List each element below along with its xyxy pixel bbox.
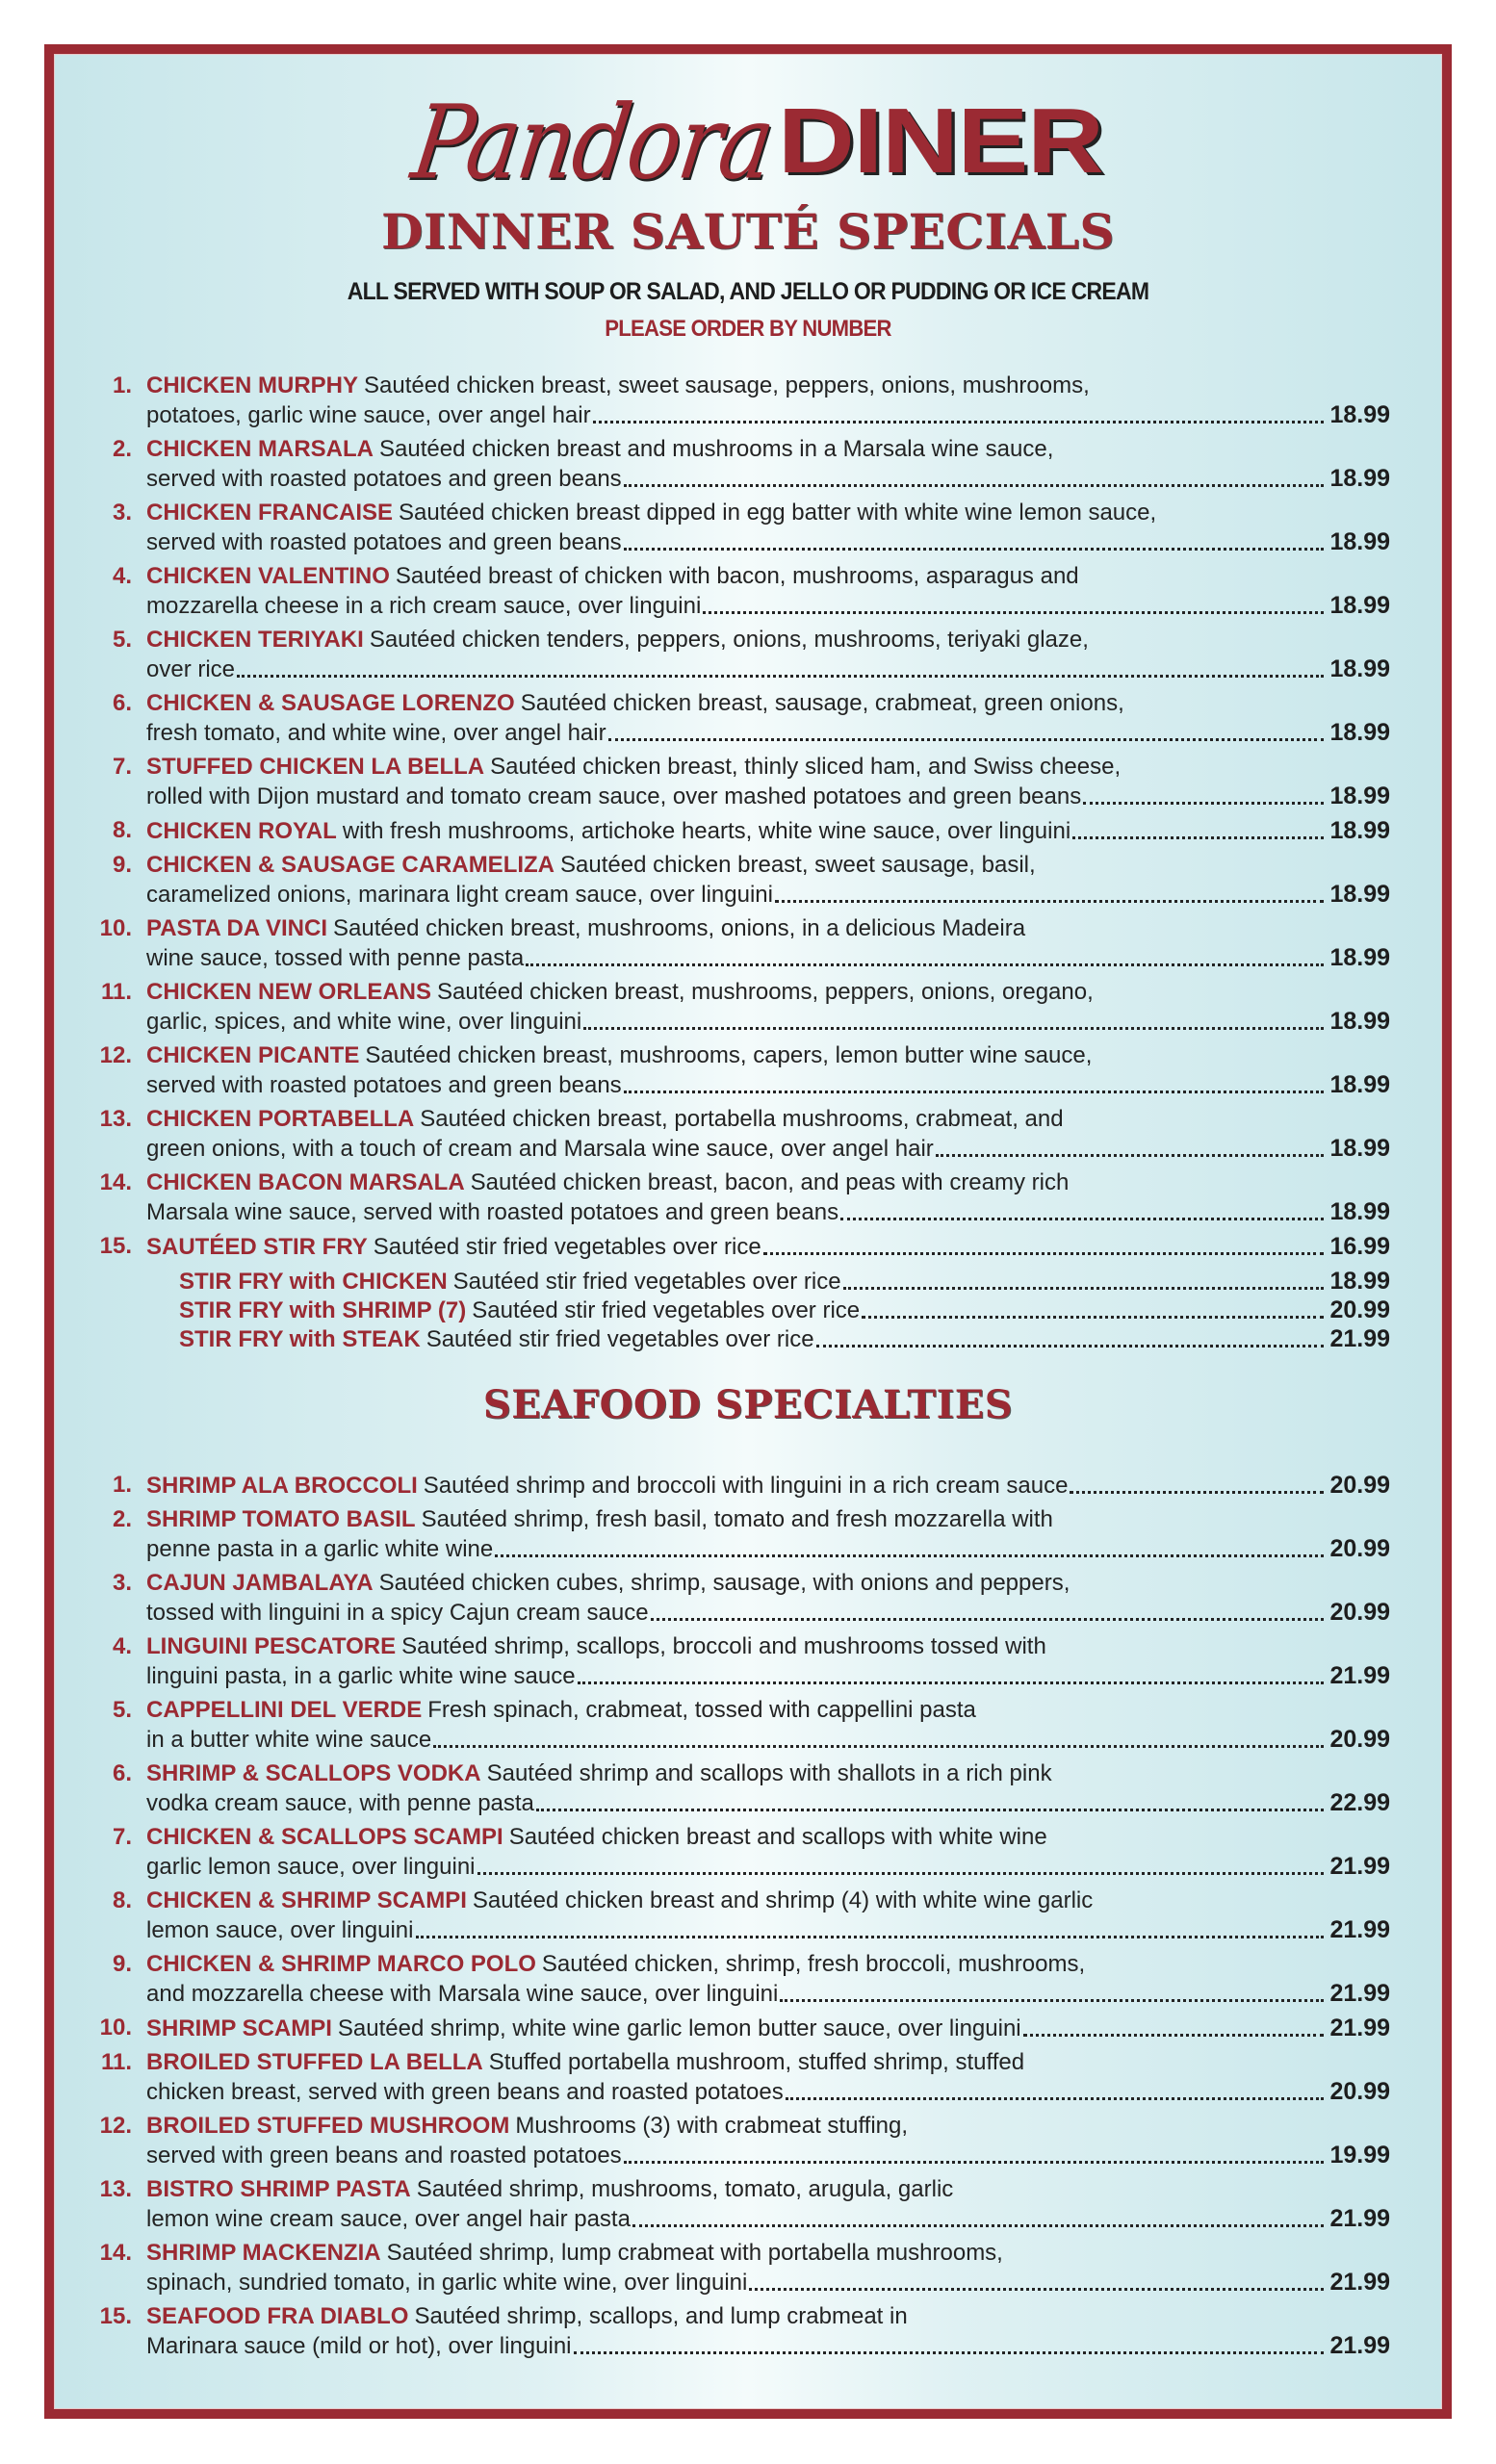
option-line	[179, 1267, 1390, 1296]
item-line-1	[146, 1105, 1390, 1134]
option-name: STIR FRY with STEAK	[179, 1326, 421, 1352]
item-price: 21.99	[1329, 1853, 1390, 1880]
menu-item	[54, 499, 1442, 562]
item-line-2	[146, 1598, 1390, 1628]
item-price: 18.99	[1329, 719, 1390, 746]
item-line-2	[146, 591, 1390, 621]
item-name: CHICKEN MARSALA	[146, 436, 374, 462]
item-line-2	[146, 400, 1390, 430]
dot-leader	[237, 675, 1324, 678]
dot-leader	[703, 611, 1324, 614]
option-line	[179, 1324, 1390, 1354]
dot-leader	[862, 1316, 1324, 1319]
item-description: Sautéed chicken cubes, shrimp, sausage, with onions and peppers,	[378, 1570, 1070, 1596]
item-number: 2.	[112, 1506, 132, 1532]
item-line-1	[146, 851, 1390, 880]
item-price: 16.99	[1329, 1233, 1390, 1260]
item-line-1	[146, 1632, 1390, 1661]
menu-item	[54, 2239, 1442, 2302]
item-description-cont: lemon wine cream sauce, over angel hair pasta	[146, 2206, 631, 2232]
item-line-1	[146, 435, 1390, 464]
item-line-2	[146, 943, 1390, 973]
dot-leader	[843, 1287, 1325, 1290]
item-name: CHICKEN PORTABELLA	[146, 1106, 415, 1132]
dot-leader	[651, 1618, 1325, 1621]
item-price: 18.99	[1329, 881, 1390, 908]
item-description-cont: garlic, spices, and white wine, over linguini	[146, 1009, 582, 1035]
item-line-2	[146, 1070, 1390, 1100]
item-name: CHICKEN FRANCAISE	[146, 500, 394, 526]
dot-leader	[624, 1091, 1325, 1093]
item-name: CHICKEN & SHRIMP MARCO POLO	[146, 1951, 536, 1977]
item-name: CHICKEN & SHRIMP SCAMPI	[146, 1887, 467, 1913]
item-line-1	[146, 1232, 1390, 1262]
item-price: 18.99	[1329, 944, 1390, 971]
menu-item	[54, 1505, 1442, 1569]
dot-leader	[816, 1345, 1325, 1348]
item-line-2	[146, 718, 1390, 748]
item-description-cont: served with roasted potatoes and green beans	[146, 466, 622, 492]
item-description: Stuffed portabella mushroom, stuffed shrimp, stuffed	[488, 2049, 1025, 2075]
dot-leader	[624, 548, 1325, 551]
item-description: Sautéed chicken breast dipped in egg batter with white wine lemon sauce,	[399, 500, 1157, 526]
item-number: 8.	[112, 1887, 132, 1913]
item-line-1	[146, 2175, 1390, 2204]
menu-item	[54, 689, 1442, 753]
item-description: Sautéed chicken breast, sweet sausage, basil,	[560, 852, 1036, 878]
order-note: PLEASE ORDER BY NUMBER	[605, 316, 891, 342]
option-description: Sautéed stir fried vegetables over rice	[472, 1297, 861, 1323]
item-price: 20.99	[1329, 1535, 1390, 1562]
item-line-2	[146, 1661, 1390, 1691]
menu-item	[54, 978, 1442, 1041]
dot-leader	[840, 1218, 1324, 1220]
item-number: 13.	[99, 2176, 132, 2202]
item-price: 18.99	[1329, 783, 1390, 809]
seafood-menu-list	[54, 1471, 1442, 2366]
item-description: Sautéed chicken breast, mushrooms, capers, lemon butter wine sauce,	[365, 1042, 1093, 1068]
item-line-1	[146, 1168, 1390, 1197]
item-name: CHICKEN & SCALLOPS SCAMPI	[146, 1824, 503, 1850]
item-number: 3.	[112, 1570, 132, 1596]
item-description-cont: caramelized onions, marinara light cream sauce, over linguini	[146, 882, 773, 908]
item-line-1	[146, 2302, 1390, 2331]
item-name: CHICKEN ROYAL	[146, 818, 337, 844]
item-name: PASTA DA VINCI	[146, 915, 328, 941]
item-description-cont: served with roasted potatoes and green beans	[146, 529, 622, 555]
item-line-1	[146, 2048, 1390, 2077]
item-description-cont: tossed with linguini in a spicy Cajun cream sauce	[146, 1600, 649, 1626]
item-number: 6.	[112, 1760, 132, 1786]
item-price: 22.99	[1329, 1789, 1390, 1816]
menu-item	[54, 1105, 1442, 1168]
menu-item	[54, 1823, 1442, 1886]
item-name: SHRIMP & SCALLOPS VODKA	[146, 1760, 481, 1786]
item-line-2	[146, 1788, 1390, 1818]
dot-leader	[936, 1154, 1325, 1157]
option-price: 20.99	[1329, 1296, 1390, 1323]
dot-leader	[780, 1999, 1324, 2002]
item-description: Sautéed breast of chicken with bacon, mushrooms, asparagus and	[395, 563, 1079, 589]
item-description-cont: linguini pasta, in a garlic white wine sauce	[146, 1663, 576, 1689]
item-description: Sautéed shrimp and scallops with shallots in a rich pink	[486, 1760, 1052, 1786]
item-name: BISTRO SHRIMP PASTA	[146, 2176, 411, 2202]
dot-leader	[433, 1745, 1324, 1748]
item-line-1	[146, 1886, 1390, 1915]
item-line-2	[146, 1852, 1390, 1882]
dot-leader	[526, 963, 1324, 966]
menu-item	[54, 753, 1442, 816]
item-description: Sautéed shrimp, mushrooms, tomato, arugula, garlic	[416, 2176, 954, 2202]
item-line-2	[146, 1979, 1390, 2009]
menu-item	[54, 1696, 1442, 1759]
item-line-2	[146, 2331, 1390, 2361]
item-price: 20.99	[1329, 1726, 1390, 1753]
item-line-1	[146, 372, 1390, 400]
item-line-2	[146, 2204, 1390, 2234]
dot-leader	[583, 1027, 1324, 1030]
item-description-cont: penne pasta in a garlic white wine	[146, 1536, 494, 1562]
item-description: Sautéed chicken breast, sausage, crabmeat, green onions,	[520, 690, 1124, 716]
item-line-1	[146, 1569, 1390, 1598]
saute-section-title: DINNER SAUTÉ SPECIALS	[380, 203, 1115, 260]
dot-leader	[1070, 1491, 1324, 1494]
item-price: 21.99	[1329, 2205, 1390, 2232]
item-description-cont: served with roasted potatoes and green beans	[146, 1072, 622, 1098]
item-description: Sautéed chicken breast, mushrooms, onions, in a delicious Madeira	[333, 915, 1026, 941]
item-line-2	[146, 2077, 1390, 2107]
item-number: 1.	[112, 1472, 132, 1498]
item-description-cont: and mozzarella cheese with Marsala wine sauce, over linguini	[146, 1981, 779, 2007]
item-description-cont: in a butter white wine sauce	[146, 1727, 432, 1753]
item-description: Sautéed chicken breast, bacon, and peas with creamy rich	[470, 1169, 1070, 1195]
item-description: with fresh mushrooms, artichoke hearts, white wine sauce, over linguini	[342, 818, 1071, 844]
item-line-1	[146, 2239, 1390, 2268]
item-number: 9.	[112, 852, 132, 878]
menu-item	[54, 562, 1442, 626]
menu-item	[54, 372, 1442, 435]
menu-item	[54, 1471, 1442, 1505]
item-name: CHICKEN & SAUSAGE LORENZO	[146, 690, 515, 716]
item-line-2	[146, 2141, 1390, 2170]
item-price: 18.99	[1329, 401, 1390, 428]
item-price: 21.99	[1329, 1916, 1390, 1943]
menu-item	[54, 816, 1442, 851]
item-number: 4.	[112, 563, 132, 589]
item-number: 2.	[112, 436, 132, 462]
dot-leader	[495, 1554, 1324, 1557]
dot-leader	[578, 1681, 1325, 1684]
item-number: 6.	[112, 690, 132, 716]
item-description: Sautéed chicken breast and mushrooms in a Marsala wine sauce,	[379, 436, 1054, 462]
item-description-cont: vodka cream sauce, with penne pasta	[146, 1790, 534, 1816]
item-name: CHICKEN MURPHY	[146, 372, 359, 398]
item-line-2	[146, 654, 1390, 684]
item-number: 13.	[99, 1106, 132, 1132]
dot-leader	[416, 1936, 1325, 1938]
option-price: 21.99	[1329, 1325, 1390, 1352]
item-description: Sautéed chicken breast and shrimp (4) with white wine garlic	[472, 1887, 1094, 1913]
saute-subtitle: ALL SERVED WITH SOUP OR SALAD, AND JELLO OR PUDDING OR ICE CREAM	[347, 278, 1149, 305]
item-number: 11.	[100, 2049, 132, 2075]
dot-leader	[1072, 836, 1324, 839]
option-name: STIR FRY with SHRIMP (7)	[179, 1297, 467, 1323]
item-name: CHICKEN BACON MARSALA	[146, 1169, 465, 1195]
item-price: 21.99	[1329, 1662, 1390, 1689]
item-name: CHICKEN PICANTE	[146, 1042, 360, 1068]
option-name: STIR FRY with CHICKEN	[179, 1269, 448, 1295]
item-price: 18.99	[1329, 1008, 1390, 1035]
item-line-1	[146, 1041, 1390, 1070]
option-line	[179, 1296, 1390, 1325]
item-number: 7.	[112, 1824, 132, 1850]
item-price: 18.99	[1329, 1198, 1390, 1225]
item-name: CHICKEN TERIYAKI	[146, 627, 364, 653]
logo-script-text: Pandora	[405, 83, 781, 203]
item-description: Mushrooms (3) with crabmeat stuffing,	[515, 2113, 909, 2139]
item-description-cont: lemon sauce, over linguini	[146, 1917, 414, 1943]
menu-item	[54, 914, 1442, 978]
item-line-1	[146, 816, 1390, 846]
item-description: Sautéed shrimp, lump crabmeat with portabella mushrooms,	[386, 2240, 1003, 2266]
option-price: 18.99	[1329, 1268, 1390, 1295]
item-price: 18.99	[1329, 592, 1390, 619]
item-description-cont: mozzarella cheese in a rich cream sauce, over linguini	[146, 593, 702, 619]
item-name: SHRIMP TOMATO BASIL	[146, 1506, 416, 1532]
item-name: STUFFED CHICKEN LA BELLA	[146, 754, 485, 780]
item-description-cont: rolled with Dijon mustard and tomato cream sauce, over mashed potatoes and green beans	[146, 783, 1082, 809]
item-description: Sautéed chicken breast, sweet sausage, peppers, onions, mushrooms,	[364, 372, 1090, 398]
item-number: 12.	[99, 2113, 132, 2139]
item-line-2	[146, 527, 1390, 557]
item-description: Sautéed chicken breast, mushrooms, peppers, onions, oregano,	[437, 979, 1094, 1005]
item-description: Sautéed chicken tenders, peppers, onions, mushrooms, teriyaki glaze,	[369, 627, 1089, 653]
saute-menu-list	[54, 372, 1442, 1353]
item-name: CAJUN JAMBALAYA	[146, 1570, 374, 1596]
item-line-1	[146, 1471, 1390, 1501]
item-line-1	[146, 2014, 1390, 2043]
item-price: 18.99	[1329, 465, 1390, 492]
item-description: Sautéed shrimp, white wine garlic lemon butter sauce, over linguini	[337, 2015, 1021, 2041]
item-line-1	[146, 914, 1390, 943]
item-number: 3.	[112, 500, 132, 526]
item-price: 19.99	[1329, 2142, 1390, 2169]
item-description-cont: served with green beans and roasted potatoes	[146, 2143, 622, 2169]
dot-leader	[1083, 802, 1324, 805]
menu-item	[54, 1041, 1442, 1105]
item-line-1	[146, 1505, 1390, 1534]
dot-leader	[1023, 2034, 1325, 2037]
item-line-1	[146, 1823, 1390, 1852]
item-line-2	[146, 782, 1390, 811]
item-price: 18.99	[1329, 655, 1390, 682]
item-line-1	[146, 626, 1390, 654]
menu-item	[54, 2112, 1442, 2175]
item-description: Sautéed shrimp and broccoli with linguini in a rich cream sauce	[423, 1473, 1069, 1499]
item-name: SHRIMP MACKENZIA	[146, 2240, 381, 2266]
item-line-1	[146, 978, 1390, 1007]
stir-fry-option	[54, 1267, 1442, 1296]
item-number: 9.	[112, 1951, 132, 1977]
item-number: 1.	[112, 372, 132, 398]
item-price: 18.99	[1329, 817, 1390, 844]
item-line-1	[146, 2112, 1390, 2141]
item-description-cont: fresh tomato, and white wine, over angel hair	[146, 720, 606, 746]
item-description: Fresh spinach, crabmeat, tossed with cappellini pasta	[427, 1697, 976, 1723]
item-price: 20.99	[1329, 1472, 1390, 1499]
dot-leader	[608, 738, 1325, 741]
item-description: Sautéed chicken breast and scallops with white wine	[508, 1824, 1047, 1850]
item-number: 12.	[99, 1042, 132, 1068]
item-name: SHRIMP SCAMPI	[146, 2015, 332, 2041]
dot-leader	[624, 2161, 1325, 2164]
item-price: 21.99	[1329, 2332, 1390, 2359]
item-price: 20.99	[1329, 2078, 1390, 2105]
item-number: 11.	[100, 979, 132, 1005]
item-description-cont: Marinara sauce (mild or hot), over linguini	[146, 2333, 572, 2359]
dot-leader	[786, 2097, 1325, 2100]
item-number: 15.	[99, 2303, 132, 2329]
item-number: 7.	[112, 754, 132, 780]
menu-item	[54, 1632, 1442, 1696]
item-description-cont: Marsala wine sauce, served with roasted potatoes and green beans	[146, 1199, 839, 1225]
item-line-1	[146, 562, 1390, 591]
menu-item	[54, 626, 1442, 689]
menu-item	[54, 2014, 1442, 2048]
option-description: Sautéed stir fried vegetables over rice	[426, 1326, 814, 1352]
dot-leader	[632, 2224, 1325, 2227]
item-line-2	[146, 1197, 1390, 1227]
logo-block-text: DINER	[777, 90, 1103, 192]
item-line-1	[146, 753, 1390, 782]
item-line-1	[146, 1759, 1390, 1788]
logo	[54, 83, 1442, 203]
item-line-1	[146, 1696, 1390, 1725]
item-line-1	[146, 499, 1390, 527]
menu-item	[54, 1886, 1442, 1950]
menu-item	[54, 1759, 1442, 1823]
item-line-2	[146, 1725, 1390, 1755]
item-name: CHICKEN VALENTINO	[146, 563, 390, 589]
option-description: Sautéed stir fried vegetables over rice	[452, 1269, 841, 1295]
item-name: SEAFOOD FRA DIABLO	[146, 2303, 409, 2329]
item-number: 15.	[99, 1233, 132, 1259]
item-description: Sautéed chicken, shrimp, fresh broccoli, mushrooms,	[541, 1951, 1086, 1977]
item-line-1	[146, 1950, 1390, 1979]
item-name: LINGUINI PESCATORE	[146, 1633, 397, 1659]
item-line-2	[146, 464, 1390, 494]
dot-leader	[749, 2288, 1324, 2291]
item-price: 20.99	[1329, 1599, 1390, 1626]
item-name: CAPPELLINI DEL VERDE	[146, 1697, 423, 1723]
item-number: 14.	[99, 2240, 132, 2266]
item-line-2	[146, 880, 1390, 910]
menu-item	[54, 1232, 1442, 1267]
dot-leader	[593, 421, 1325, 424]
item-number: 4.	[112, 1633, 132, 1659]
item-description: Sautéed stir fried vegetables over rice	[373, 1234, 761, 1260]
item-number: 5.	[112, 1697, 132, 1723]
menu-item	[54, 851, 1442, 914]
item-description-cont: garlic lemon sauce, over linguini	[146, 1854, 476, 1880]
item-description-cont: wine sauce, tossed with penne pasta	[146, 945, 525, 971]
item-number: 8.	[112, 817, 132, 843]
item-number: 5.	[112, 627, 132, 653]
item-description: Sautéed chicken breast, portabella mushrooms, crabmeat, and	[420, 1106, 1064, 1132]
item-description: Sautéed chicken breast, thinly sliced ham, and Swiss cheese,	[490, 754, 1122, 780]
menu-item	[54, 435, 1442, 499]
dot-leader	[477, 1872, 1325, 1875]
item-number: 14.	[99, 1169, 132, 1195]
dot-leader	[775, 900, 1324, 903]
item-name: CHICKEN & SAUSAGE CARAMELIZA	[146, 852, 555, 878]
stir-fry-option	[54, 1324, 1442, 1353]
menu-item	[54, 1569, 1442, 1632]
stir-fry-option	[54, 1296, 1442, 1324]
item-line-2	[146, 2268, 1390, 2297]
item-price: 21.99	[1329, 2269, 1390, 2296]
item-name: SHRIMP ALA BROCCOLI	[146, 1473, 418, 1499]
item-line-2	[146, 1534, 1390, 1564]
item-description: Sautéed shrimp, scallops, broccoli and mushrooms tossed with	[401, 1633, 1046, 1659]
item-price: 18.99	[1329, 528, 1390, 555]
menu-item	[54, 1168, 1442, 1232]
item-line-2	[146, 1134, 1390, 1164]
item-price: 21.99	[1329, 2015, 1390, 2041]
item-price: 18.99	[1329, 1071, 1390, 1098]
dot-leader	[574, 2351, 1325, 2354]
dot-leader	[624, 484, 1325, 487]
dot-leader	[536, 1809, 1325, 1811]
menu-item	[54, 2048, 1442, 2112]
dot-leader	[763, 1252, 1325, 1255]
item-description: Sautéed shrimp, fresh basil, tomato and fresh mozzarella with	[421, 1506, 1053, 1532]
menu-item	[54, 1950, 1442, 2014]
item-number: 10.	[99, 2015, 132, 2040]
item-description-cont: potatoes, garlic wine sauce, over angel hair	[146, 402, 591, 428]
item-price: 21.99	[1329, 1980, 1390, 2007]
item-description: Sautéed shrimp, scallops, and lump crabmeat in	[414, 2303, 908, 2329]
item-description-cont: chicken breast, served with green beans and roasted potatoes	[146, 2079, 784, 2105]
item-line-1	[146, 689, 1390, 718]
item-name: CHICKEN NEW ORLEANS	[146, 979, 432, 1005]
item-description-cont: green onions, with a touch of cream and Marsala wine sauce, over angel hair	[146, 1136, 934, 1162]
item-line-2	[146, 1007, 1390, 1037]
item-description-cont: over rice	[146, 656, 236, 682]
item-line-2	[146, 1915, 1390, 1945]
item-name: SAUTÉED STIR FRY	[146, 1234, 368, 1260]
item-name: BROILED STUFFED LA BELLA	[146, 2049, 483, 2075]
item-name: BROILED STUFFED MUSHROOM	[146, 2113, 510, 2139]
seafood-section-title: SEAFOOD SPECIALTIES	[482, 1382, 1014, 1427]
item-price: 18.99	[1329, 1135, 1390, 1162]
menu-item	[54, 2175, 1442, 2239]
item-number: 10.	[99, 915, 132, 941]
item-description-cont: spinach, sundried tomato, in garlic white wine, over linguini	[146, 2270, 748, 2296]
menu-frame	[44, 44, 1452, 2419]
menu-item	[54, 2302, 1442, 2366]
